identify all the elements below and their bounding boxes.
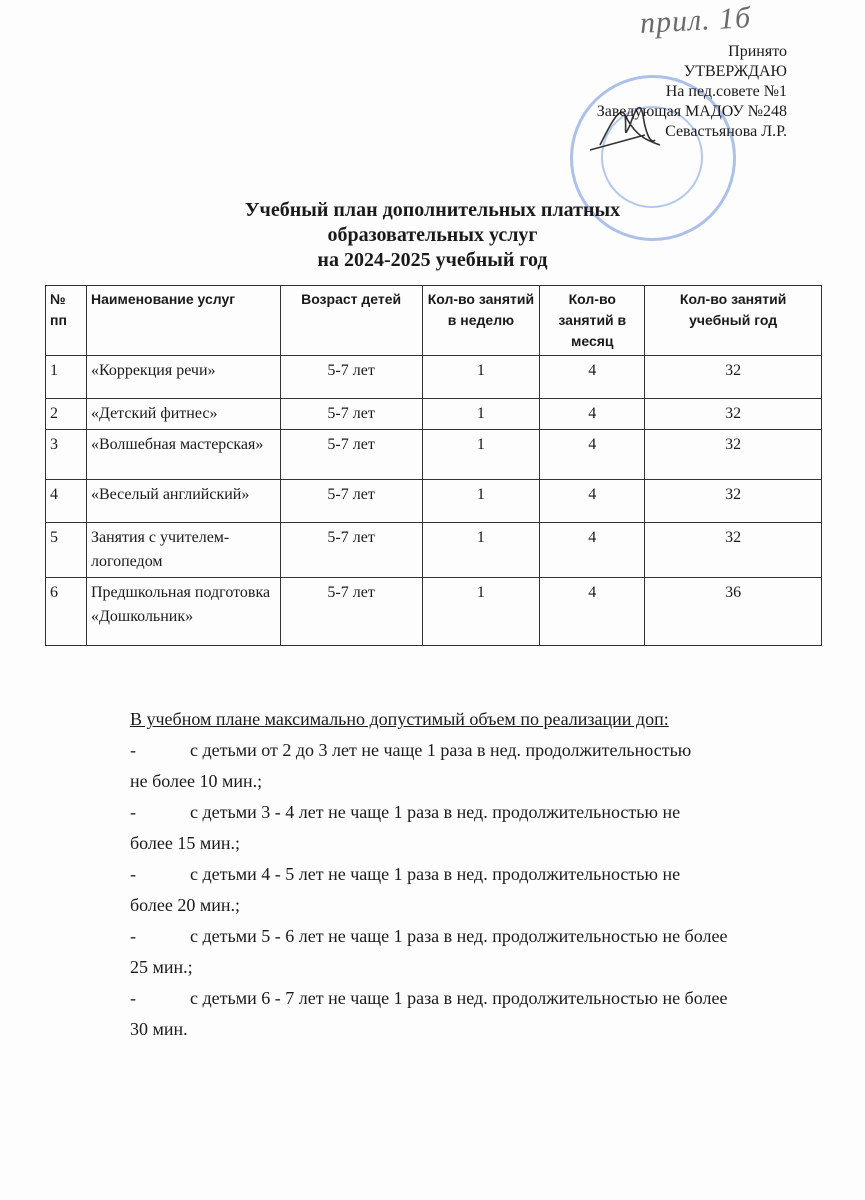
per-year: 32 bbox=[645, 356, 822, 399]
row-number: 4 bbox=[46, 480, 87, 523]
notes-heading: В учебном плане максимально допустимый объем по реализации доп: bbox=[130, 709, 669, 729]
per-month: 4 bbox=[540, 430, 645, 480]
handwritten-note: прил. 1б bbox=[639, 1, 752, 40]
table-row bbox=[46, 430, 822, 480]
service-name: Занятия с учителем-логопедом bbox=[86, 523, 280, 578]
per-week: 1 bbox=[422, 430, 540, 480]
header-per-week: Кол-во занятий в неделю bbox=[422, 286, 540, 356]
per-year: 32 bbox=[645, 523, 822, 578]
bullet-dash: - bbox=[130, 926, 136, 946]
per-month: 4 bbox=[540, 480, 645, 523]
row-number: 1 bbox=[46, 356, 87, 399]
service-name: «Волшебная мастерская» bbox=[86, 430, 280, 480]
table-row bbox=[46, 523, 822, 578]
per-year: 32 bbox=[645, 430, 822, 480]
per-year: 32 bbox=[645, 480, 822, 523]
bullet-dash: - bbox=[130, 988, 136, 1008]
table-row bbox=[46, 578, 822, 646]
header-per-year: Кол-во занятий учебный год bbox=[645, 286, 822, 356]
note-item bbox=[130, 735, 691, 766]
bullet-dash: - bbox=[130, 802, 136, 822]
per-week: 1 bbox=[422, 480, 540, 523]
note-text: с детьми 4 - 5 лет не чаще 1 раза в нед. продолжительностью не bbox=[190, 864, 681, 884]
approval-head: Заведующая МАДОУ №248 bbox=[596, 103, 787, 120]
row-number: 3 bbox=[46, 430, 87, 480]
header-per-month: Кол-во занятий в месяц bbox=[540, 286, 645, 356]
per-year: 36 bbox=[645, 578, 822, 646]
service-name: «Детский фитнес» bbox=[86, 399, 280, 430]
table-row bbox=[46, 356, 822, 399]
note-text: с детьми от 2 до 3 лет не чаще 1 раза в нед. продолжительностью bbox=[190, 740, 692, 760]
bullet-dash: - bbox=[130, 864, 136, 884]
approval-name: Севастьянова Л.Р. bbox=[665, 123, 787, 140]
row-number: 6 bbox=[46, 578, 87, 646]
note-item bbox=[130, 797, 680, 828]
age: 5-7 лет bbox=[280, 399, 422, 430]
table-header-row bbox=[46, 286, 822, 356]
services-table bbox=[45, 285, 822, 646]
per-week: 1 bbox=[422, 523, 540, 578]
note-text: с детьми 3 - 4 лет не чаще 1 раза в нед. продолжительностью не bbox=[190, 802, 681, 822]
approval-approve: УТВЕРЖДАЮ bbox=[683, 63, 787, 80]
approval-council: На пед.совете №1 bbox=[665, 83, 787, 100]
service-name: Предшкольная подготовка «Дошкольник» bbox=[86, 578, 280, 646]
age: 5-7 лет bbox=[280, 356, 422, 399]
per-month: 4 bbox=[540, 523, 645, 578]
row-number: 5 bbox=[46, 523, 87, 578]
age: 5-7 лет bbox=[280, 430, 422, 480]
per-year: 32 bbox=[645, 399, 822, 430]
note-text: с детьми 6 - 7 лет не чаще 1 раза в нед. продолжительностью не более bbox=[190, 988, 728, 1008]
note-item-continued: более 20 мин.; bbox=[130, 895, 241, 915]
per-month: 4 bbox=[540, 356, 645, 399]
age: 5-7 лет bbox=[280, 523, 422, 578]
note-text: с детьми 5 - 6 лет не чаще 1 раза в нед. продолжительностью не более bbox=[190, 926, 728, 946]
note-item-continued: более 15 мин.; bbox=[130, 833, 241, 853]
page-title bbox=[0, 198, 865, 273]
header-number: № пп bbox=[46, 286, 87, 356]
note-item bbox=[130, 921, 727, 952]
per-week: 1 bbox=[422, 399, 540, 430]
header-service: Наименование услуг bbox=[86, 286, 280, 356]
age: 5-7 лет bbox=[280, 578, 422, 646]
header-age: Возраст детей bbox=[280, 286, 422, 356]
note-item-continued: 30 мин. bbox=[130, 1019, 188, 1039]
note-item-continued: 25 мин.; bbox=[130, 957, 193, 977]
bullet-dash: - bbox=[130, 740, 136, 760]
title-line: образовательных услуг bbox=[327, 224, 538, 246]
per-month: 4 bbox=[540, 399, 645, 430]
title-line: Учебный план дополнительных платных bbox=[244, 199, 621, 221]
per-week: 1 bbox=[422, 578, 540, 646]
approval-accepted: Принято bbox=[728, 43, 787, 60]
service-name: «Коррекция речи» bbox=[86, 356, 280, 399]
title-line: на 2024-2025 учебный год bbox=[317, 249, 548, 271]
per-month: 4 bbox=[540, 578, 645, 646]
note-item bbox=[130, 859, 680, 890]
per-week: 1 bbox=[422, 356, 540, 399]
table-row bbox=[46, 399, 822, 430]
row-number: 2 bbox=[46, 399, 87, 430]
age: 5-7 лет bbox=[280, 480, 422, 523]
note-item bbox=[130, 983, 727, 1014]
note-item-continued: не более 10 мин.; bbox=[130, 771, 263, 791]
service-name: «Веселый английский» bbox=[86, 480, 280, 523]
table-row bbox=[46, 480, 822, 523]
